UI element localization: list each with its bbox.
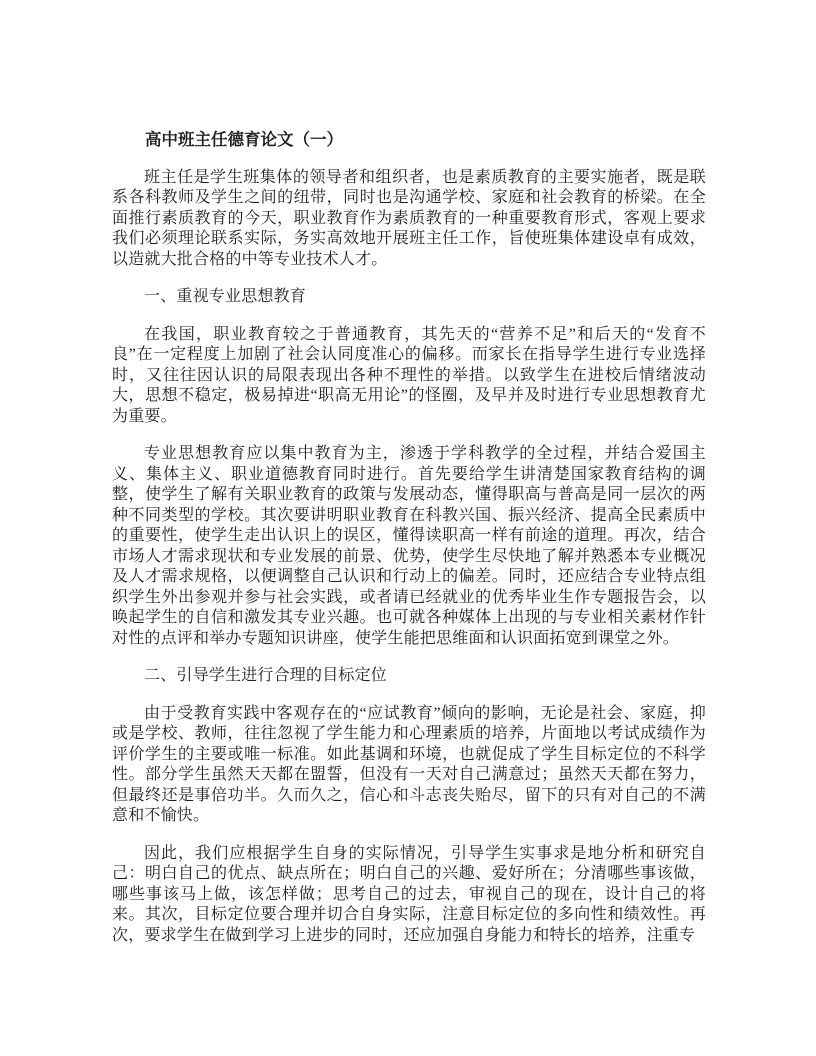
document-content bbox=[112, 130, 706, 963]
section-heading: 一、重视专业思想教育 bbox=[144, 288, 307, 305]
paragraph: 在我国，职业教育较之于普通教育，其先天的“营养不足”和后天的“发育不良”在一定程度上加剧了社会认同度准心的偏移。而家长在指导学生进行专业选择时，又往往因认识的局限表现出各种不理性的举措。以致学生在进校后情绪波动大，思想不稳定，极易掉进“职高无用论”的怪圈，及早并及时进行专业思想教育尤为重要。 bbox=[112, 325, 706, 425]
page-title: 高中班主任德育论文（一） bbox=[145, 130, 343, 149]
section-heading: 二、引导学生进行合理的目标定位 bbox=[144, 667, 388, 684]
paragraph: 由于受教育实践中客观存在的“应试教育”倾向的影响，无论是社会、家庭，抑或是学校、教师，往往忽视了学生能力和心理素质的培养，片面地以考试成绩作为评价学生的主要或唯一标准。如此基调和环境，也就促成了学生目标定位的不科学性。部分学生虽然天天都在盟誓，但没有一天对自己满意过；虽然天天都在努力，但最终还是事倍功半。久而久之，信心和斗志丧失贻尽，留下的只有对自己的不满意和不愉快。 bbox=[112, 704, 706, 824]
paragraph: 专业思想教育应以集中教育为主，渗透于学科教学的全过程，并结合爱国主义、集体主义、职业道德教育同时进行。首先要给学生讲清楚国家教育结构的调整，使学生了解有关职业教育的政策与发展动态，懂得职高与普高是同一层次的两种不同类型的学校。其次要讲明职业教育在科教兴国、振兴经济、提高全民素质中的重要性，使学生走出认识上的误区，懂得读职高一样有前途的道理。再次，结合市场人才需求现状和专业发展的前景、优势，使学生尽快地了解并熟悉本专业概况及人才需求规格，以便调整自己认识和行动上的偏差。同时，还应结合专业特点组织学生外出参观并参与社会实践，或者请已经就业的优秀毕业生作专题报告会，以唤起学生的自信和激发其专业兴趣。也可就各种媒体上出现的与专业相关素材作针对性的点评和举办专题知识讲座，使学生能把思维面和认识面拓宽到课堂之外。 bbox=[112, 445, 706, 647]
paragraph: 班主任是学生班集体的领导者和组织者，也是素质教育的主要实施者，既是联系各科教师及学生之间的纽带，同时也是沟通学校、家庭和社会教育的桥梁。在全面推行素质教育的今天，职业教育作为素质教育的一种重要教育形式，客观上要求我们必须理论联系实际，务实高效地开展班主任工作，旨使班集体建设卓有成效，以造就大批合格的中等专业技术人才。 bbox=[112, 168, 706, 268]
document-body bbox=[112, 168, 706, 947]
paragraph: 因此，我们应根据学生自身的实际情况，引导学生实事求是地分析和研究自己：明白自己的优点、缺点所在；明白自己的兴趣、爱好所在；分清哪些事该做，哪些事该马上做，该怎样做；思考自己的过去，审视自己的现在，设计自己的将来。其次，目标定位要合理并切合自身实际，注意目标定位的多向性和绩效性。再次，要求学生在做到学习上进步的同时，还应加强自身能力和特长的培养，注重专 bbox=[112, 844, 706, 944]
